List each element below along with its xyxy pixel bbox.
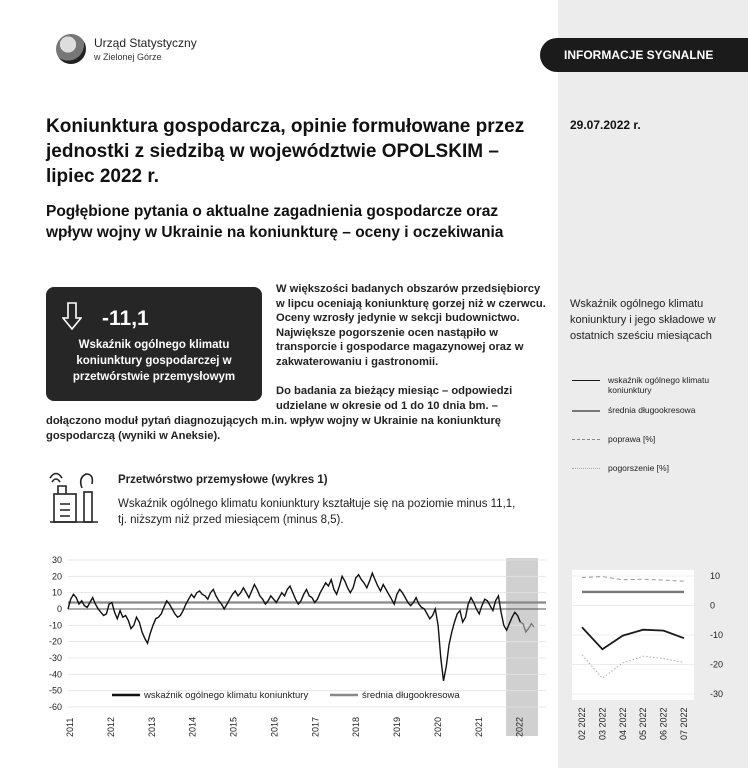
x-tick-label: 2016 [269,716,280,737]
factory-icon [48,470,100,526]
sidebar-chart [566,562,742,752]
summary-paragraph: W większości badanych obszarów przedsiębiorcy w lipcu oceniają koniunkturę gorzej niż w czerwcu. Oceny wzrosły jedynie w sekcji budownictwo. Największe pogorszenie ocen nastąpiło w transporcie i gospodarce magazynowej oraz w zakwaterowaniu i gastronomii. [276,283,546,368]
y-tick-label: -30 [710,689,724,699]
y-tick-label: -30 [48,653,62,663]
publication-date: 29.07.2022 r. [570,118,641,132]
index-line [68,573,520,681]
survey-note-start: Do badania za bieżący miesiąc – odpowiedzi udzielane w okresie od 1 do 10 dnia bm. – [276,385,513,412]
kpi-value: -11,1 [102,307,149,330]
section-tab[interactable]: INFORMACJE SYGNALNE [540,38,748,72]
y-tick-label: 30 [51,555,62,565]
logo-subname: w Zielonej Górze [94,52,162,62]
legend-item-average [572,405,695,415]
x-tick-label: 04 2022 [617,707,628,740]
down-arrow-icon [62,301,82,331]
x-tick-label: 2011 [65,717,75,737]
y-tick-label: 10 [51,587,62,598]
x-tick-label: 2015 [228,716,239,737]
kpi-label: Wskaźnik ogólnego klimatu koniunktury gospodarczej w przetwórstwie przemysłowym [72,339,236,383]
x-tick-label: 2021 [473,716,484,737]
legend-item-improvement [572,434,655,444]
page-subtitle: Pogłębione pytania o aktualne zagadnienia gospodarcze oraz wpływ wojny w Ukrainie na koniunkturę – oceny i oczekiwania [46,203,504,241]
y-tick-label: 0 [710,600,716,611]
legend-label: pogorszenie [%] [608,463,669,473]
x-tick-label: 2020 [432,716,443,737]
y-tick-label: -20 [48,636,62,647]
highlight-band [506,558,538,736]
legend-label: średnia długookresowa [608,405,696,415]
x-tick-label: 05 2022 [638,707,649,740]
logo-name: Urząd Statystyczny [94,36,197,50]
x-tick-label: 2018 [351,716,362,737]
y-tick-label: 10 [710,571,721,581]
page-title: Koniunktura gospodarcza, opinie formułowane przez jednostki z siedzibą w województwie OPOLSKIM – lipiec 2022 r. [46,116,525,187]
y-tick-label: -60 [48,702,62,712]
legend-label: wskaźnik ogólnego klimatu koniunktury [144,690,309,701]
sidebar-chart-title: Wskaźnik ogólnego klimatu koniunktury i jego składowe w ostatnich sześciu miesiącach [570,298,716,342]
x-tick-label: 07 2022 [679,707,689,740]
x-tick-label: 02 2022 [577,707,587,740]
main-chart [30,552,550,768]
x-tick-label: 2019 [392,716,403,737]
section-text: Wskaźnik ogólnego klimatu koniunktury kształtuje się na poziomie minus 11,1, tj. niższym niż przed miesiącem (minus 8,5). [118,498,516,526]
y-tick-label: -50 [48,685,62,696]
legend-label: poprawa [%] [608,434,656,444]
y-tick-label: -40 [48,669,62,680]
y-tick-label: -10 [710,630,724,640]
logo[interactable] [56,34,197,64]
y-tick-label: 0 [56,604,62,614]
y-tick-label: -20 [710,659,724,670]
y-tick-label: 20 [51,571,62,582]
section-heading: Przetwórstwo przemysłowe (wykres 1) [118,474,328,486]
x-tick-label: 2014 [187,716,198,737]
x-tick-label: 2013 [146,716,157,737]
x-tick-label: 2012 [105,716,116,737]
legend-label: średnia długookresowa [362,690,460,701]
legend-item-index [572,375,718,395]
kpi-card [46,287,262,401]
x-tick-label: 03 2022 [597,707,608,740]
logo-icon [56,34,86,64]
legend-label: wskaźnik ogólnego klimatu koniunktury [608,375,710,395]
x-tick-label: 2017 [310,716,321,737]
x-tick-label: 2022 [514,716,525,737]
y-tick-label: -10 [48,620,62,631]
x-tick-label: 06 2022 [658,707,669,740]
survey-note-end: dołączono moduł pytań diagnozujących m.in. wpływ wojny w Ukrainie na koniunkturę gospodarczą (wyniki w Aneksie). [46,415,502,442]
legend-item-deterioration [572,463,669,473]
